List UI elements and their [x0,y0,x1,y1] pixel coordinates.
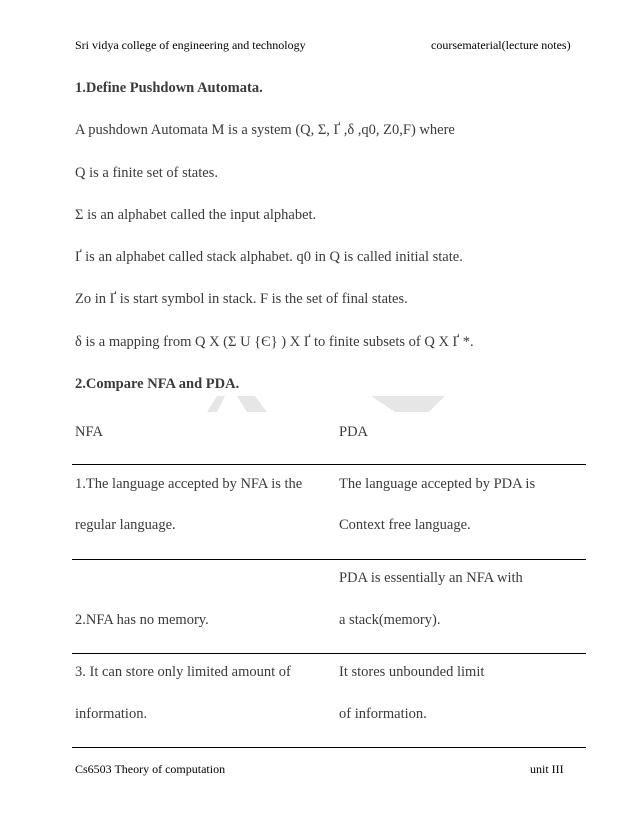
table-header-nfa: NFA [75,424,103,440]
row3-pda-line2: of information. [339,706,427,722]
row2-pda-line1: PDA is essentially an NFA with [339,570,523,586]
row1-pda-line1: The language accepted by PDA is [339,476,536,492]
definition-line-3: Σ is an alphabet called the input alphabet. [75,207,317,223]
header-right: coursematerial(lecture notes) [431,38,571,52]
table-header-pda: PDA [339,424,369,440]
definition-line-6: δ is a mapping from Q X (Σ U {Є} ) X Ґ to finite subsets of Q X Ґ *. [75,334,474,350]
row1-nfa-line1: 1.The language accepted by NFA is the [75,476,303,492]
watermark-graphic [195,390,455,416]
row1-nfa-line2: regular language. [75,517,176,533]
table-divider [72,653,586,654]
section2-title: 2.Compare NFA and PDA. [75,376,240,392]
row3-pda-line1: It stores unbounded limit [339,664,485,680]
row1-pda-line2: Context free language. [339,517,471,533]
row3-nfa-line2: information. [75,706,148,722]
definition-line-4: Ґ is an alphabet called stack alphabet. q0 in Q is called initial state. [75,249,463,265]
definition-line-2: Q is a finite set of states. [75,165,218,181]
definition-line-1: A pushdown Automata M is a system (Q, Σ, Ґ ,δ ,q0, Z0,F) where [75,122,455,138]
table-divider [72,747,586,748]
footer-right: unit III [530,762,564,776]
header-left: Sri vidya college of engineering and technology [75,38,306,52]
section1-title: 1.Define Pushdown Automata. [75,80,263,96]
footer-left: Cs6503 Theory of computation [75,762,226,776]
table-divider [72,559,586,560]
row2-pda-line2: a stack(memory). [339,612,441,628]
row2-nfa-line2: 2.NFA has no memory. [75,612,209,628]
row3-nfa-line1: 3. It can store only limited amount of [75,664,291,680]
definition-line-5: Zo in Ґ is start symbol in stack. F is the set of final states. [75,291,408,307]
table-divider [72,464,586,465]
